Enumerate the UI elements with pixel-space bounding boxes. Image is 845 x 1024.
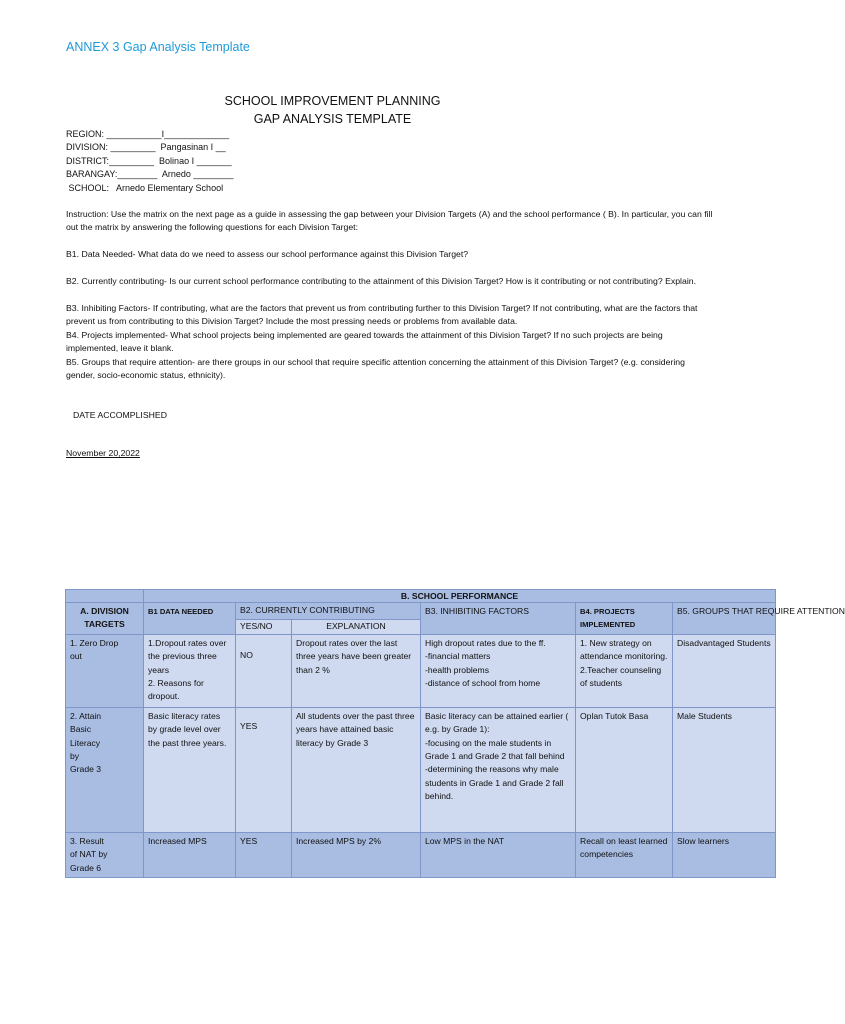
yes-no-cell: YES (236, 707, 292, 832)
division-target-cell: 3. Result of NAT by Grade 6 (66, 832, 144, 877)
explanation-cell: Increased MPS by 2% (292, 832, 421, 877)
inhibiting-factors-cell: Basic literacy can be attained earlier ( e.g. by Grade 1): -focusing on the male students in Grade 1 and Grade 2 that fall behind -determining the reasons why male students in Grade 1 and Grade 2 fall behind. (421, 707, 576, 832)
data-needed-cell: 1.Dropout rates over the previous three years 2. Reasons for dropout. (144, 634, 236, 707)
instruction-b5: B5. Groups that require attention- are there groups in our school that require specific attention concerning the attainment of this Division Target? (e.g. considering gender, socio-economic status, ethnicity). (66, 357, 685, 381)
division-field: DIVISION: _________ Pangasinan I __ (66, 142, 226, 153)
table-row (66, 707, 776, 832)
instruction-intro: Instruction: Use the matrix on the next page as a guide in assessing the gap between your Division Targets (A) and the school performance ( B). In particular, you can fill out the matrix by answering the following questions for each Division Target: (66, 209, 713, 233)
school-performance-header: B. SCHOOL PERFORMANCE (144, 590, 776, 603)
groups-attention-cell: Disadvantaged Students (673, 634, 776, 707)
projects-implemented-cell: Recall on least learned competencies (576, 832, 673, 877)
yes-no-cell: NO (236, 634, 292, 707)
document-title: SCHOOL IMPROVEMENT PLANNING (224, 94, 441, 108)
yes-no-header: YES/NO (236, 619, 292, 634)
groups-attention-cell: Male Students (673, 707, 776, 832)
data-needed-header: B1 DATA NEEDED (144, 603, 236, 635)
document-subtitle: GAP ANALYSIS TEMPLATE (253, 112, 412, 126)
date-accomplished-value: November 20,2022 (66, 448, 140, 458)
projects-implemented-header: B4. PROJECTS IMPLEMENTED (576, 603, 673, 635)
inhibiting-factors-cell: Low MPS in the NAT (421, 832, 576, 877)
instruction-b3: B3. Inhibiting Factors- If contributing, what are the factors that prevent us from contributing further to this Division Target? If not contributing, what are the factors that prevent us from contributing to this Division Target? Include the most pressing needs or problems from available data. (66, 303, 698, 327)
data-needed-cell: Basic literacy rates by grade level over the past three years. (144, 707, 236, 832)
groups-attention-cell: Slow learners (673, 832, 776, 877)
projects-implemented-cell: Oplan Tutok Basa (576, 707, 673, 832)
instruction-b2: B2. Currently contributing- Is our current school performance contributing to the attainment of this Division Target? How is it contributing or not contributing? Explain. (66, 276, 696, 286)
division-target-cell: 2. Attain Basic Literacy by Grade 3 (66, 707, 144, 832)
school-info-block (66, 128, 233, 195)
explanation-header: EXPLANATION (292, 619, 421, 634)
region-field: REGION: ___________I_____________ (66, 129, 230, 139)
explanation-cell: Dropout rates over the last three years have been greater than 2 % (292, 634, 421, 707)
annex-title: ANNEX 3 Gap Analysis Template (66, 40, 250, 54)
instruction-b4: B4. Projects implemented- What school projects being implemented are geared towards the attainment of this Division Target? If no such projects are being implemented, leave it blank. (66, 330, 663, 354)
explanation-cell: All students over the past three years have attained basic literacy by Grade 3 (292, 707, 421, 832)
table-column-header-row (66, 603, 776, 620)
table-row (66, 634, 776, 707)
inhibiting-factors-header: B3. INHIBITING FACTORS (421, 603, 576, 635)
yes-no-cell: YES (236, 832, 292, 877)
currently-contributing-header: B2. CURRENTLY CONTRIBUTING (236, 603, 421, 620)
barangay-field: BARANGAY:________ Arnedo ________ (66, 169, 234, 180)
division-targets-header: A. DIVISION TARGETS (66, 603, 144, 635)
data-needed-cell: Increased MPS (144, 832, 236, 877)
gap-analysis-table (65, 589, 845, 878)
division-target-cell: 1. Zero Drop out (66, 634, 144, 707)
school-field: SCHOOL: Arnedo Elementary School (66, 182, 224, 193)
table-header-row (66, 590, 776, 603)
date-accomplished-label: DATE ACCOMPLISHED (73, 410, 167, 420)
instruction-b1: B1. Data Needed- What data do we need to assess our school performance against this Division Target? (66, 249, 469, 259)
groups-attention-header: B5. GROUPS THAT REQUIRE ATTENTION (673, 603, 776, 635)
header-empty-cell (66, 590, 144, 603)
district-field: DISTRICT:_________ Bolinao I _______ (66, 155, 232, 166)
inhibiting-factors-cell: High dropout rates due to the ff. -financial matters -health problems -distance of school from home (421, 634, 576, 707)
table-row (66, 832, 776, 877)
projects-implemented-cell: 1. New strategy on attendance monitoring. 2.Teacher counseling of students (576, 634, 673, 707)
